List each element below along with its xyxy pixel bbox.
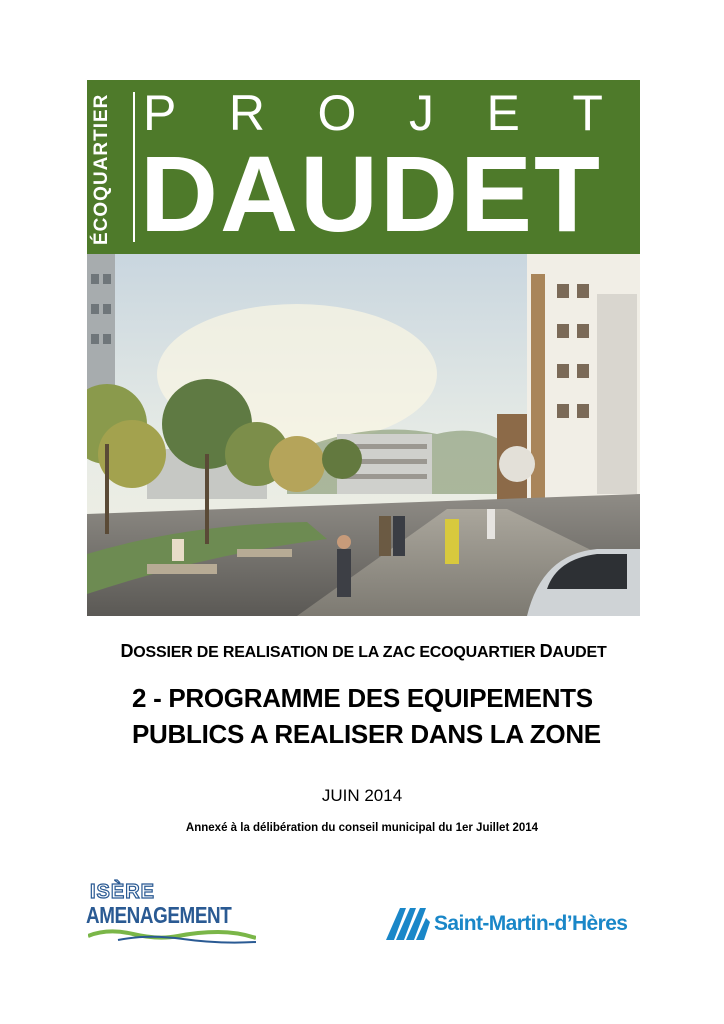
dossier-title <box>87 641 640 662</box>
ecoquartier-label: ÉCOQUARTIER <box>91 93 112 245</box>
banner-divider <box>133 92 135 242</box>
isere-logo-top: ISÈRE <box>90 881 156 903</box>
isere-logo-main: AMENAGEMENT <box>86 902 232 928</box>
programme-title <box>132 680 652 752</box>
annex-note: Annexé à la délibération du conseil municipal du 1er Juillet 2014 <box>185 822 539 834</box>
dossier-title-part2: AUDET <box>552 644 607 661</box>
isere-wave-icon <box>88 926 256 944</box>
isere-amenagement-logo <box>86 882 256 944</box>
document-date: JUIN 2014 <box>321 786 403 805</box>
projet-wordmark <box>143 85 603 141</box>
dossier-title-part1: OSSIER DE REALISATION DE LA ZAC ECOQUARTIER <box>133 644 540 661</box>
projet-letter: O <box>317 85 357 141</box>
programme-title-line2: PUBLICS A REALISER DANS LA ZONE <box>132 719 601 749</box>
projet-letter: E <box>486 85 520 141</box>
programme-title-line1: 2 - PROGRAMME DES EQUIPEMENTS <box>132 683 593 713</box>
projet-letter: T <box>572 85 603 141</box>
projet-letter: J <box>408 85 434 141</box>
saint-martin-dheres-logo <box>386 908 646 942</box>
smh-logo-name: Saint-Martin-d’Hères <box>434 912 628 935</box>
smh-mountain-icon <box>386 908 430 940</box>
projet-letter: R <box>228 85 265 141</box>
architectural-rendering <box>87 254 640 616</box>
dossier-title-initial-2: D <box>539 641 553 661</box>
projet-letter: P <box>143 85 177 141</box>
daudet-wordmark: DAUDET <box>140 133 602 254</box>
dossier-title-initial: D <box>120 641 134 661</box>
